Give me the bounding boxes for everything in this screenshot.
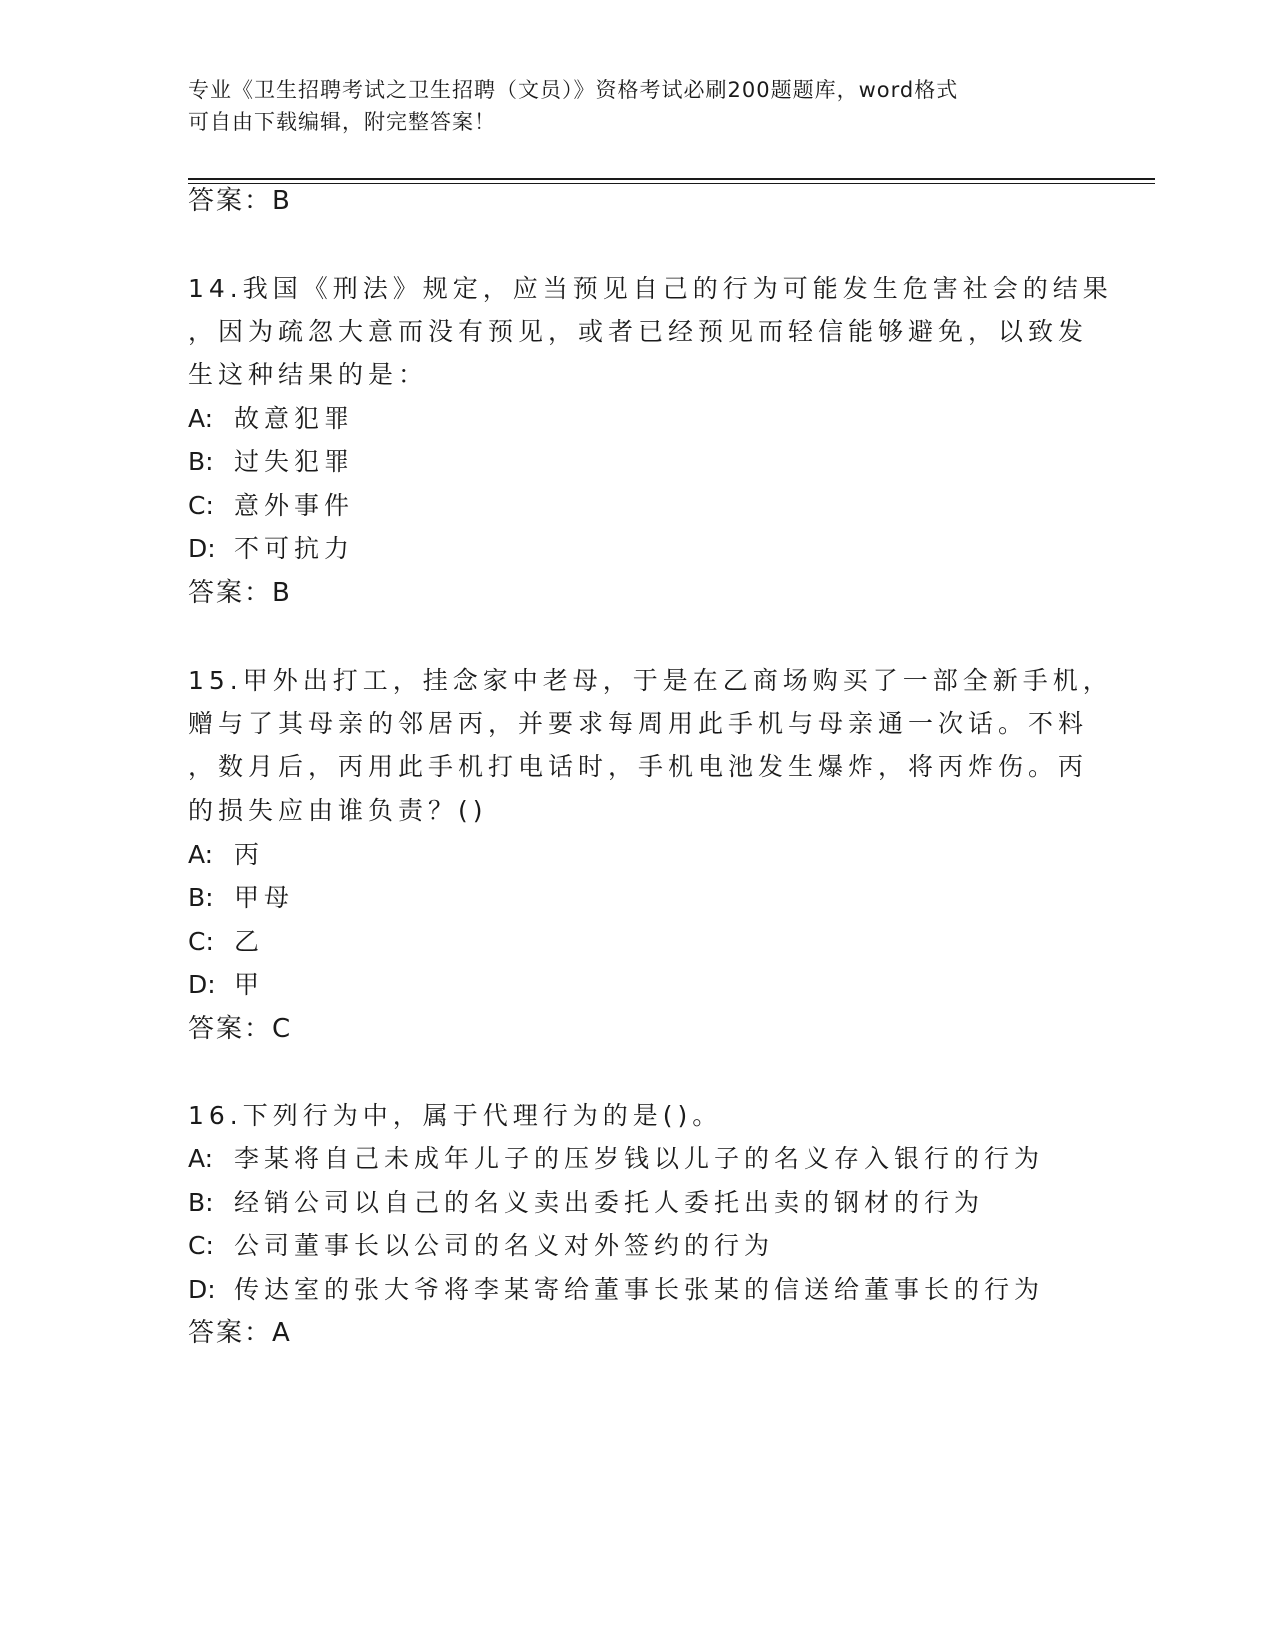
question-15-line-4: 的损失应由谁负责？()	[188, 796, 488, 825]
option-text: 过失犯罪	[234, 447, 355, 476]
header-divider-thin	[188, 183, 1155, 184]
question-15-answer	[188, 1012, 292, 1046]
option-letter: B:	[188, 447, 214, 476]
question-14-answer	[188, 576, 292, 610]
option-text: 经销公司以自己的名义卖出委托人委托出卖的钢材的行为	[234, 1188, 985, 1217]
header-divider-thick	[188, 178, 1155, 180]
question-14-option-a	[188, 402, 354, 436]
option-text: 李某将自己未成年儿子的压岁钱以儿子的名义存入银行的行为	[234, 1144, 1045, 1173]
option-text: 甲	[234, 970, 265, 999]
answer-value: B	[272, 186, 292, 216]
header-line-1: 专业《卫生招聘考试之卫生招聘（文员）》资格考试必刷200题题库，word格式	[188, 78, 959, 102]
question-14-option-c	[188, 489, 354, 523]
option-text: 甲母	[234, 883, 295, 912]
question-14-line-1: 14.我国《刑法》规定，应当预见自己的行为可能发生危害社会的结果	[188, 274, 1113, 303]
option-letter: C:	[188, 1231, 214, 1260]
page-header	[188, 74, 1068, 138]
question-16-option-a	[188, 1142, 1044, 1176]
prev-answer-line	[188, 184, 292, 218]
question-15-line-1: 15.甲外出打工，挂念家中老母，于是在乙商场购买了一部全新手机，	[188, 666, 1113, 695]
question-14-line-2: ，因为疏忽大意而没有预见，或者已经预见而轻信能够避免，以致发	[188, 317, 1089, 346]
question-14-option-b	[188, 445, 354, 479]
question-15-option-d	[188, 968, 264, 1002]
question-14-line-3: 生这种结果的是：	[188, 360, 429, 389]
question-16-answer	[188, 1316, 292, 1350]
answer-label: 答案：	[188, 1318, 273, 1348]
question-16-option-b	[188, 1186, 984, 1220]
option-letter: B:	[188, 1188, 214, 1217]
question-16-option-c	[188, 1229, 774, 1263]
option-letter: B:	[188, 883, 214, 912]
answer-value: B	[272, 578, 292, 608]
option-text: 乙	[234, 927, 265, 956]
question-16-line-1: 16.下列行为中，属于代理行为的是()。	[188, 1101, 723, 1130]
question-16-option-d	[188, 1273, 1044, 1307]
option-letter: A:	[188, 404, 214, 433]
option-text: 意外事件	[234, 491, 355, 520]
option-letter: D:	[188, 970, 216, 999]
answer-label: 答案：	[188, 186, 273, 216]
option-text: 传达室的张大爷将李某寄给董事长张某的信送给董事长的行为	[234, 1275, 1045, 1304]
question-15-option-c	[188, 925, 264, 959]
answer-label: 答案：	[188, 1014, 273, 1044]
question-15-option-b	[188, 881, 294, 915]
option-letter: C:	[188, 927, 214, 956]
question-15-option-a	[188, 838, 264, 872]
option-text: 故意犯罪	[234, 404, 355, 433]
option-text: 公司董事长以公司的名义对外签约的行为	[234, 1231, 775, 1260]
option-text: 不可抗力	[234, 534, 355, 563]
option-letter: C:	[188, 491, 214, 520]
header-line-2: 可自由下载编辑，附完整答案！	[188, 110, 496, 134]
option-letter: A:	[188, 840, 214, 869]
option-text: 丙	[234, 840, 265, 869]
option-letter: D:	[188, 534, 216, 563]
question-15-line-3: ，数月后，丙用此手机打电话时，手机电池发生爆炸，将丙炸伤。丙	[188, 752, 1089, 781]
option-letter: A:	[188, 1144, 214, 1173]
question-15-line-2: 赠与了其母亲的邻居丙，并要求每周用此手机与母亲通一次话。不料	[188, 709, 1089, 738]
answer-value: A	[272, 1318, 292, 1348]
answer-label: 答案：	[188, 578, 273, 608]
answer-value: C	[272, 1014, 293, 1044]
question-14-option-d	[188, 532, 354, 566]
option-letter: D:	[188, 1275, 216, 1304]
